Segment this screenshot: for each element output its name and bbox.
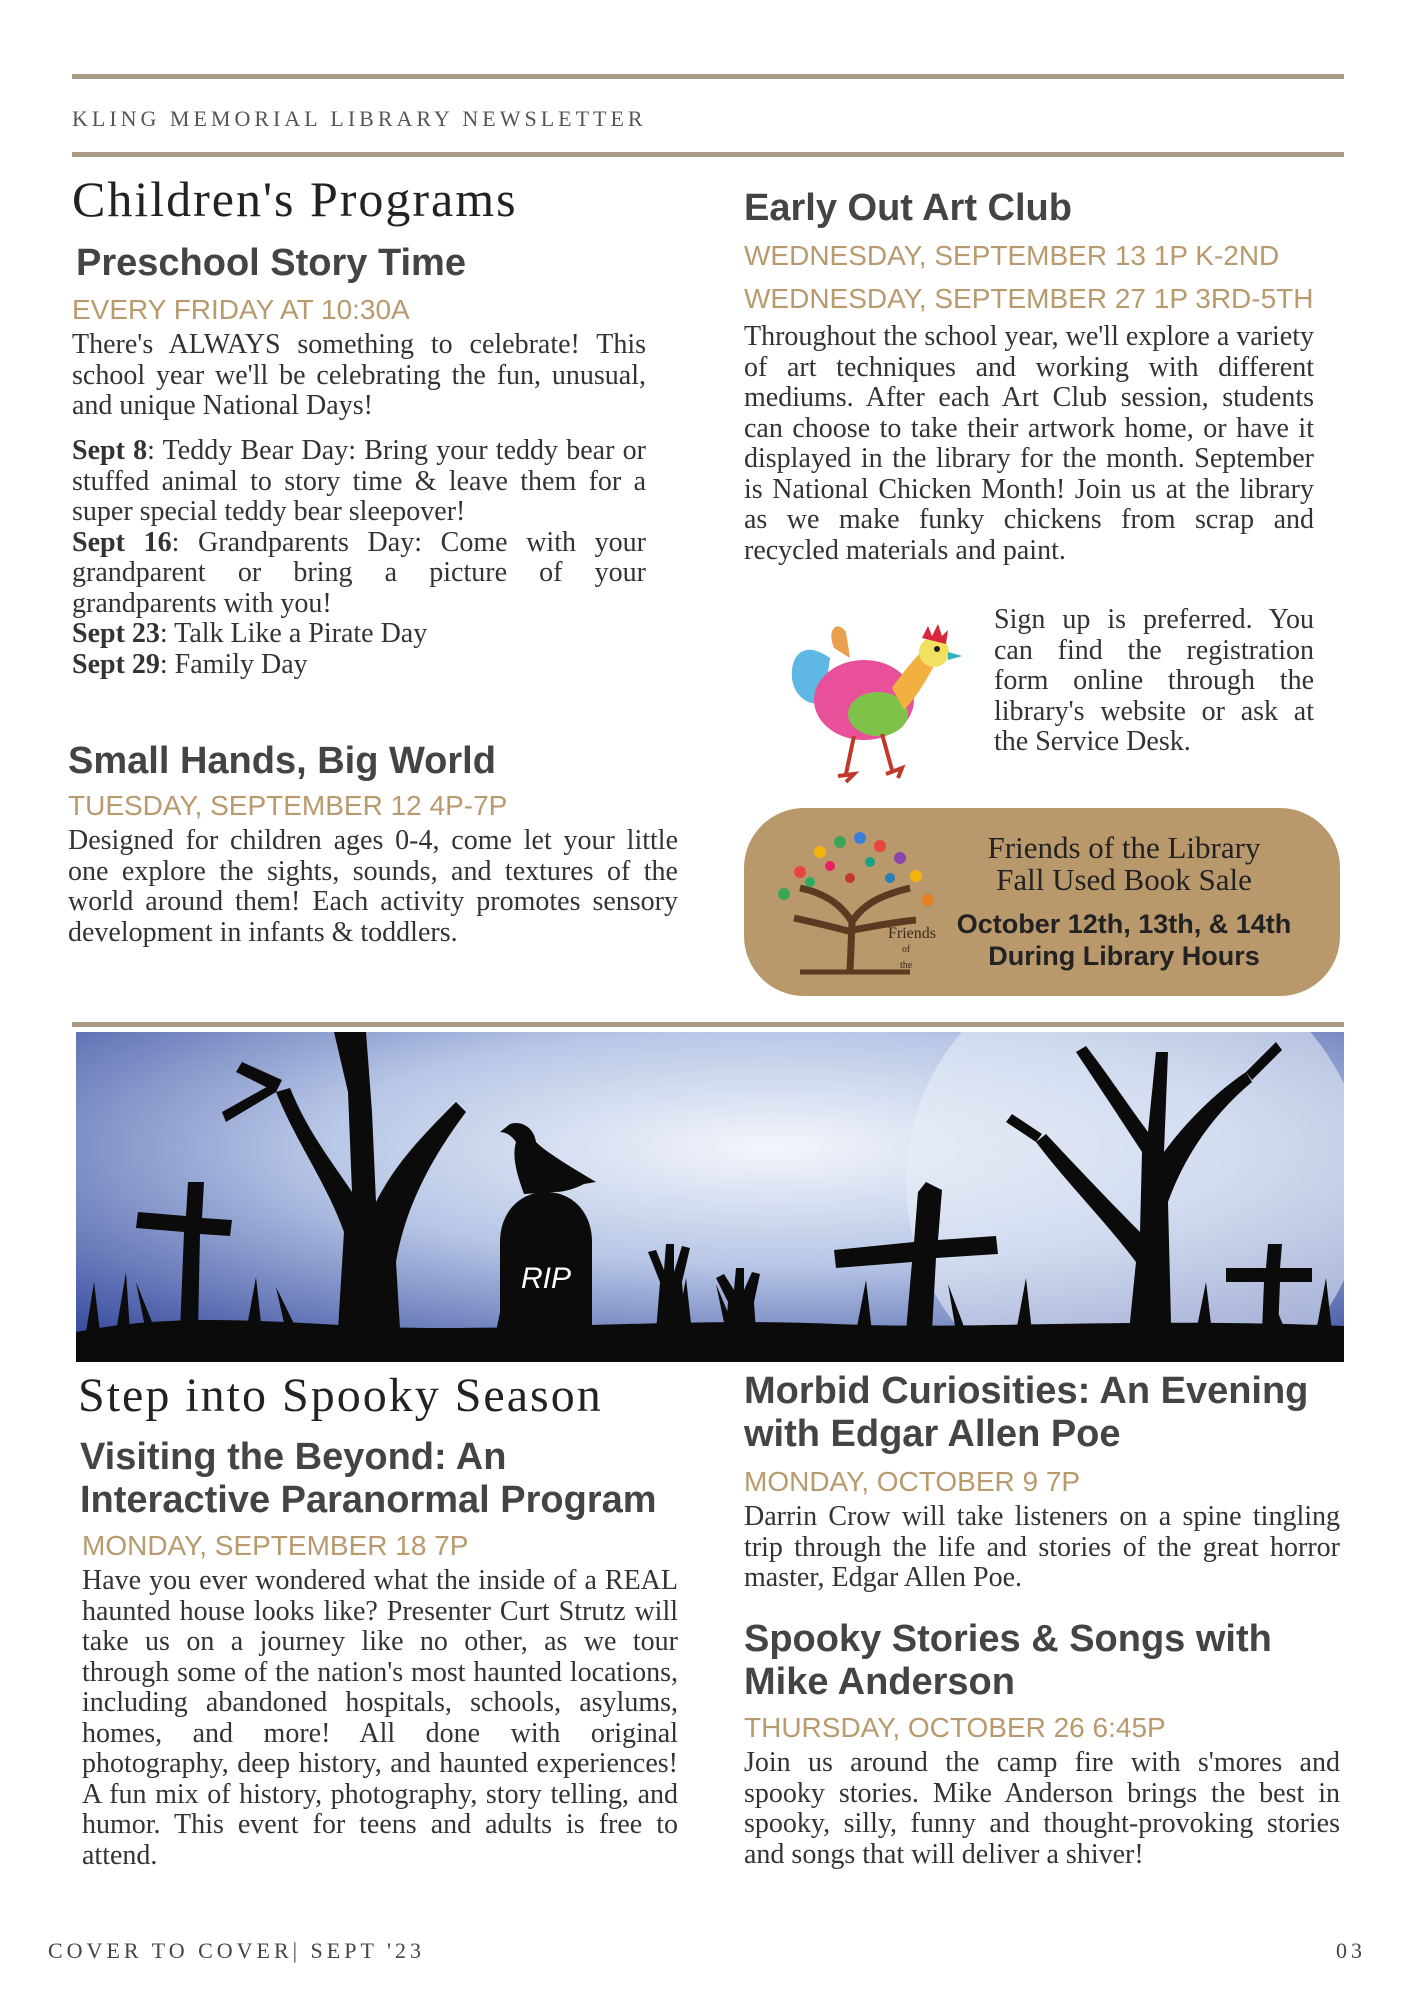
spooky-songs-heading: Spooky Stories & Songs with Mike Anderson [744, 1618, 1272, 1703]
event-sept-29 [72, 650, 646, 681]
tree-leaves [778, 832, 934, 906]
art-club-description [744, 322, 1314, 566]
poe-evening-text: Darrin Crow will take listeners on a spine tingling trip through the life and stories of the great horror master, Edgar Allen Poe. [744, 1501, 1340, 1593]
chicken-tail-back [831, 626, 850, 658]
preschool-story-time-heading: Preschool Story Time [76, 242, 466, 284]
tombstone-rip-text: RIP [520, 1262, 572, 1295]
book-sale-dates-line-2: During Library Hours [988, 941, 1260, 971]
spooky-season-title: Step into Spooky Season [78, 1369, 603, 1422]
chicken-illustration [782, 618, 972, 794]
top-rule [72, 74, 1344, 79]
visiting-beyond-text: Have you ever wondered what the inside of a REAL haunted house looks like? Presenter Curt Strutz will take us on a journey like no other, as we tour through some of the nation's most haunted locations, including abandoned hospitals, schools, asylums, homes, and more! All done with original photography, deep history, and haunted experiences! A fun mix of history, photography, story telling, and humor. This event for teens and adults is free to attend. [82, 1565, 678, 1871]
section-divider-rule [72, 1022, 1344, 1027]
art-club-date-2: WEDNESDAY, SEPTEMBER 27 1P 3RD-5TH [744, 283, 1314, 314]
footer-page-number: 03 [1336, 1938, 1366, 1963]
chicken-legs [838, 734, 902, 782]
friends-logo-of: of [902, 944, 911, 955]
art-club-signup-note [994, 605, 1314, 758]
event-date-label: Sept 8 [72, 435, 148, 466]
book-sale-dates-line-1: October 12th, 13th, & 14th [956, 909, 1292, 939]
poe-evening-description [744, 1502, 1340, 1594]
childrens-programs-title: Children's Programs [72, 171, 518, 227]
preschool-story-time-date: EVERY FRIDAY AT 10:30A [72, 294, 410, 325]
spooky-songs-date: THURSDAY, OCTOBER 26 6:45P [744, 1712, 1166, 1743]
art-club-text: Throughout the school year, we'll explore a variety of art techniques and working with different mediums. After each Art Club session, students can choose to take their artwork home, or have it displayed in the library for the month. September is National Chicken Month! Join us at the library as we make funky chickens from scrap and recycled materials and paint. [744, 321, 1314, 566]
small-hands-description [68, 826, 678, 948]
event-text: : Grandparents Day: Come with your grandparent or bring a picture of your grandparents with you! [72, 526, 646, 619]
masthead-rule [72, 152, 1344, 157]
spooky-songs-description [744, 1748, 1340, 1870]
event-sept-16 [72, 528, 646, 620]
art-club-date-1: WEDNESDAY, SEPTEMBER 13 1P K-2ND [744, 240, 1280, 271]
small-hands-text: Designed for children ages 0-4, come let your little one explore the sights, sounds, and textures of the world around them! Each activity promotes sensory development in infants & toddlers. [68, 825, 678, 948]
event-date-label: Sept 29 [72, 648, 160, 680]
chicken-beak [948, 652, 962, 660]
spooky-songs-text: Join us around the camp fire with s'mores and spooky stories. Mike Anderson brings the best in spooky, silly, funny and thought-provoking stories and songs that will deliver a shiver! [744, 1747, 1340, 1870]
visiting-beyond-description [82, 1566, 678, 1871]
event-text: : Family Day [159, 648, 308, 680]
chicken-eye [934, 646, 940, 652]
footer-publication: COVER TO COVER| SEPT '23 [48, 1938, 425, 1963]
book-sale-title-line-2: Fall Used Book Sale [996, 862, 1252, 897]
preschool-story-time-intro [72, 330, 646, 422]
visiting-beyond-heading: Visiting the Beyond: An Interactive Paranormal Program [80, 1436, 657, 1521]
friends-logo-text [888, 926, 936, 974]
book-sale-title-line-1: Friends of the Library [987, 830, 1261, 865]
newsletter-masthead: KLING MEMORIAL LIBRARY NEWSLETTER [72, 106, 647, 131]
preschool-intro-text: There's ALWAYS something to celebrate! This school year we'll be celebrating the fun, unusual, and unique National Days! [72, 329, 646, 421]
event-date-label: Sept 23 [72, 618, 160, 649]
halloween-graveyard-banner [76, 1032, 1344, 1362]
ground-silhouette [76, 1320, 1344, 1362]
event-date-label: Sept 16 [72, 526, 172, 558]
art-club-signup-text: Sign up is preferred. You can find the registration form online through the library's website or ask at the Service Desk. [994, 604, 1314, 757]
small-hands-date: TUESDAY, SEPTEMBER 12 4P-7P [68, 790, 508, 821]
visiting-beyond-date: MONDAY, SEPTEMBER 18 7P [82, 1530, 469, 1561]
event-text: : Teddy Bear Day: Bring your teddy bear or stuffed animal to story time & leave them for a super special teddy bear sleepover! [72, 435, 646, 527]
event-sept-23 [72, 619, 646, 650]
book-sale-dates [930, 908, 1318, 972]
book-sale-title [944, 832, 1304, 896]
event-text: : Talk Like a Pirate Day [159, 618, 428, 649]
friends-logo-word: Friends [888, 925, 936, 942]
friends-logo-the: the [900, 960, 913, 971]
small-hands-heading: Small Hands, Big World [68, 740, 496, 782]
poe-evening-date: MONDAY, OCTOBER 9 7P [744, 1466, 1081, 1497]
art-club-heading: Early Out Art Club [744, 187, 1072, 229]
poe-evening-heading: Morbid Curiosities: An Evening with Edgar Allen Poe [744, 1370, 1309, 1455]
preschool-events-list [72, 436, 646, 680]
event-sept-8 [72, 436, 646, 528]
